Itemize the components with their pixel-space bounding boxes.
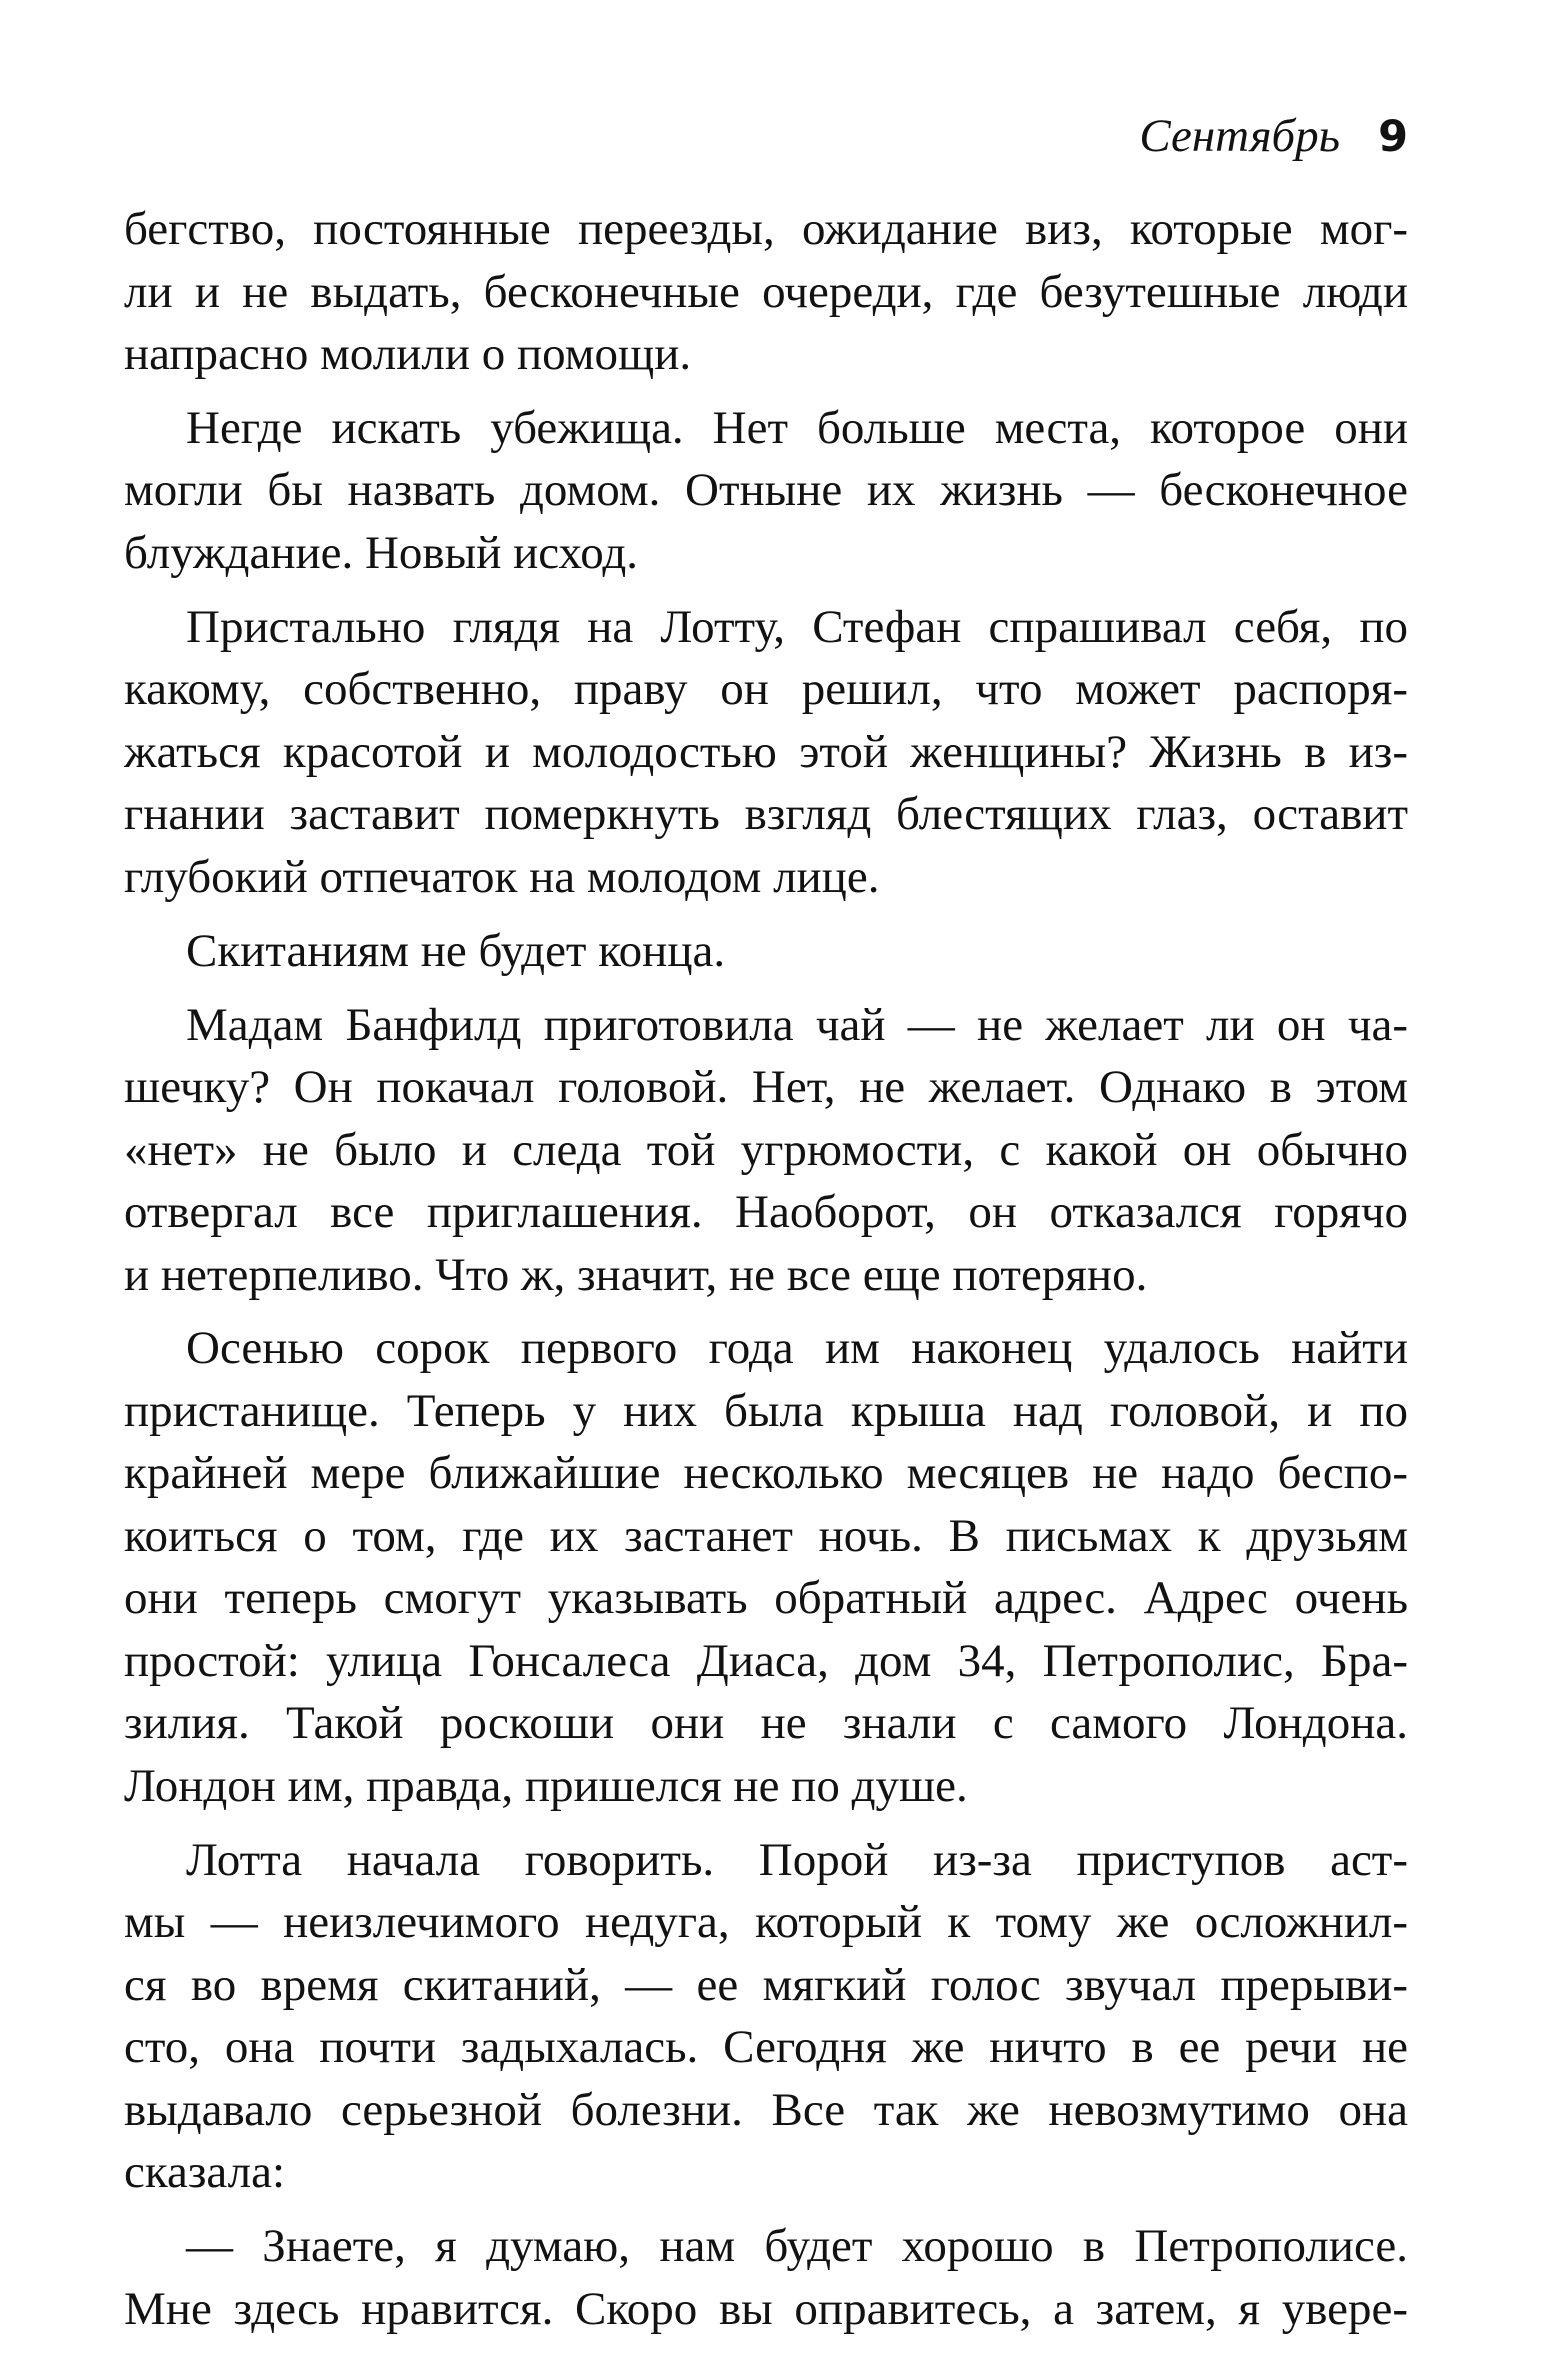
book-page	[124, 0, 1408, 2375]
text-line: сказала:	[124, 2146, 286, 2199]
text-line: Негде искать убежища. Нет больше места, которое они	[186, 401, 1408, 454]
text-line: Лондон им, правда, пришелся не по душе.	[124, 1759, 968, 1812]
text-line: Лотта начала говорить. Порой из-за приступов аст-	[186, 1833, 1408, 1886]
text-line: мы — неизлечимого недуга, который к тому же осложнил-	[124, 1896, 1408, 1949]
text-line: блуждание. Новый исход.	[124, 526, 639, 579]
paragraph	[124, 397, 1408, 585]
paragraph	[124, 994, 1408, 1307]
text-line: Мне здесь нравится. Скоро вы оправитесь, а затем, я увере-	[124, 2282, 1408, 2335]
text-line: Пристально глядя на Лотту, Стефан спрашивал себя, по	[186, 600, 1408, 653]
text-line: жаться красотой и молодостью этой женщины? Жизнь в из-	[124, 725, 1408, 778]
running-head	[1139, 108, 1408, 165]
text-line: крайней мере ближайшие несколько месяцев не надо беспо-	[124, 1447, 1408, 1500]
text-line: Мадам Банфилд приготовила чай — не желает ли он ча-	[186, 998, 1408, 1051]
text-line: могли бы назвать домом. Отныне их жизнь — бесконечное	[124, 464, 1408, 517]
paragraph	[124, 1317, 1408, 1817]
page-number: 9	[1378, 112, 1408, 162]
text-line: глубокий отпечаток на молодом лице.	[124, 850, 880, 903]
paragraph	[124, 198, 1408, 386]
body-text	[124, 198, 1408, 2352]
text-line: пристанище. Теперь у них была крыша над головой, и по	[124, 1384, 1408, 1437]
text-line: напрасно молили о помощи.	[124, 328, 692, 380]
paragraph	[124, 596, 1408, 909]
paragraph	[124, 920, 1408, 983]
text-line: гнании заставит померкнуть взгляд блестящих глаз, оставит	[124, 788, 1408, 841]
text-line: ся во время скитаний, — ее мягкий голос звучал прерыви-	[124, 1958, 1408, 2011]
section-title: Сентябрь	[1139, 110, 1341, 162]
paragraph	[124, 2215, 1408, 2340]
text-line: какому, собственно, праву он решил, что может распоря-	[124, 663, 1408, 716]
text-line: сто, она почти задыхалась. Сегодня же ничто в ее речи не	[124, 2021, 1408, 2074]
text-line: и нетерпеливо. Что ж, значит, не все еще потеряно.	[124, 1248, 1148, 1301]
text-line: коиться о том, где их застанет ночь. В письмах к друзьям	[124, 1509, 1408, 1562]
text-line: Скитаниям не будет конца.	[186, 924, 726, 977]
text-line: простой: улица Гонсалеса Диаса, дом 34, Петрополис, Бра-	[124, 1634, 1408, 1687]
text-line: бегство, постоянные переезды, ожидание виз, которые мог-	[124, 203, 1408, 255]
text-line: шечку? Он покачал головой. Нет, не желает. Однако в этом	[124, 1061, 1408, 1114]
text-line: зилия. Такой роскоши они не знали с самого Лондона.	[124, 1697, 1408, 1750]
text-line: выдавало серьезной болезни. Все так же невозмутимо она	[124, 2083, 1408, 2136]
text-line: отвергал все приглашения. Наоборот, он отказался горячо	[124, 1186, 1408, 1239]
text-line: Осенью сорок первого года им наконец удалось найти	[186, 1322, 1408, 1375]
text-line: — Знаете, я думаю, нам будет хорошо в Петрополисе.	[186, 2220, 1408, 2273]
text-line: «нет» не было и следа той угрюмости, с какой он обычно	[124, 1123, 1408, 1176]
text-line: ли и не выдать, бесконечные очереди, где безутешные люди	[124, 265, 1408, 318]
text-line: они теперь смогут указывать обратный адрес. Адрес очень	[124, 1572, 1408, 1625]
paragraph	[124, 1829, 1408, 2204]
